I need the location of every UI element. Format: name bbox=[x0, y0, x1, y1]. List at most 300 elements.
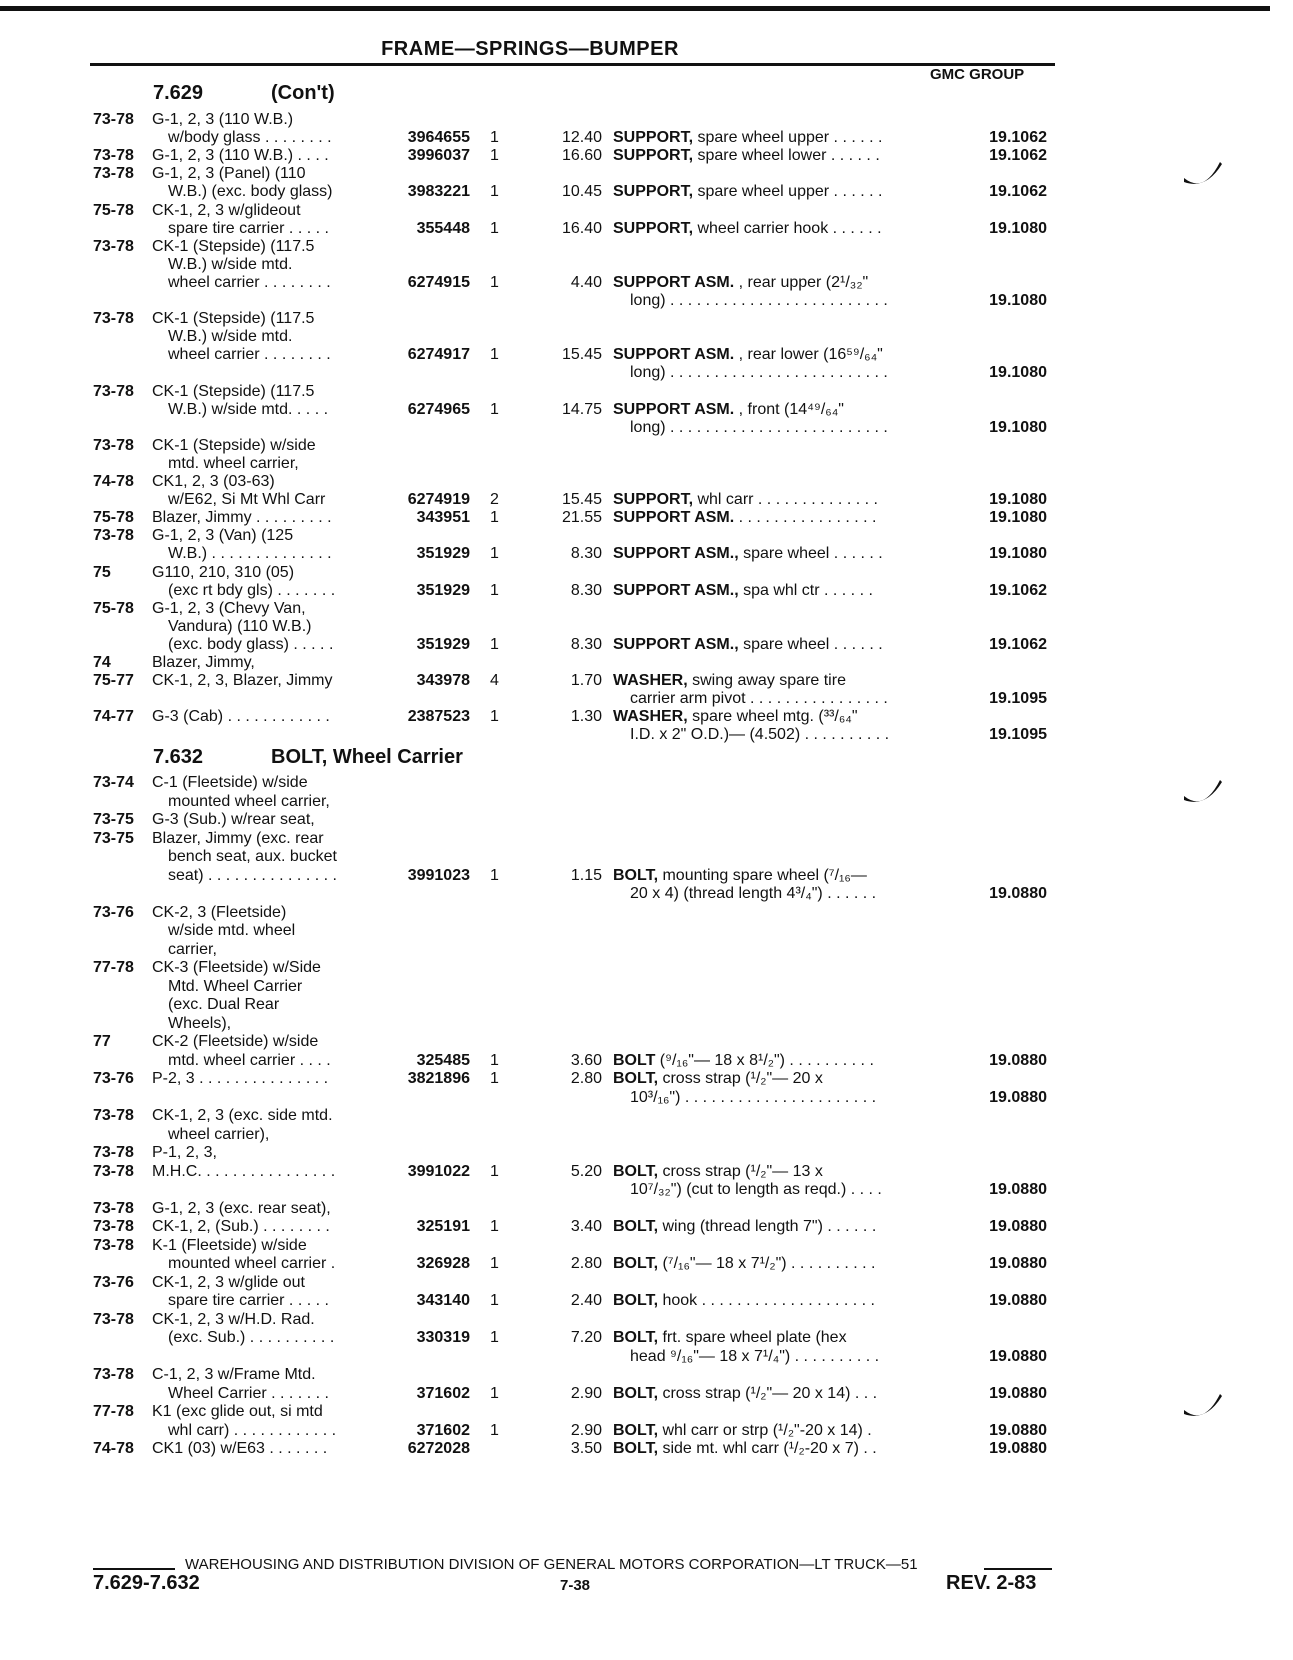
table-row bbox=[0, 866, 1293, 885]
table-row bbox=[0, 671, 1293, 690]
price: 1.30 bbox=[570, 708, 602, 726]
table-row bbox=[0, 363, 1293, 382]
binder-clip-mark bbox=[1182, 160, 1224, 190]
application: mtd. wheel carrier . . . . bbox=[168, 1051, 331, 1069]
description-keyword: SUPPORT, bbox=[613, 183, 694, 201]
part-number: 6272028 bbox=[407, 1440, 470, 1457]
application: seat) . . . . . . . . . . . . . . . bbox=[168, 866, 337, 884]
description-keyword: BOLT, bbox=[613, 866, 659, 884]
description: SUPPORT ASM., spare wheel . . . . . . bbox=[613, 635, 883, 653]
price: 1.15 bbox=[570, 866, 602, 884]
application: CK-1, 2, 3 w/glide out bbox=[152, 1273, 305, 1291]
section-code: 7.632 bbox=[153, 746, 204, 768]
table-row bbox=[0, 958, 1293, 977]
application: G-1, 2, 3 (110 W.B.) bbox=[152, 111, 294, 128]
footer-rule-right bbox=[984, 1568, 1052, 1570]
table-row bbox=[0, 689, 1293, 708]
table-row bbox=[0, 201, 1293, 220]
price: 12.40 bbox=[561, 129, 602, 147]
quantity: 1 bbox=[490, 866, 499, 884]
table-row bbox=[0, 773, 1293, 792]
description: SUPPORT ASM. . . . . . . . . . . . . . . . . bbox=[613, 509, 877, 527]
price: 15.45 bbox=[561, 346, 602, 364]
description-keyword: BOLT, bbox=[613, 1070, 659, 1087]
part-number: 6274917 bbox=[407, 346, 470, 364]
model-year: 77-78 bbox=[93, 959, 134, 976]
model-year: 73-78 bbox=[93, 1199, 134, 1217]
model-year: 73-78 bbox=[93, 147, 134, 165]
description-keyword: BOLT, bbox=[613, 1218, 659, 1235]
application: CK1 (03) w/E63 . . . . . . . bbox=[152, 1440, 328, 1457]
model-year: 73-78 bbox=[93, 165, 134, 183]
part-number: 343140 bbox=[416, 1292, 470, 1309]
application: CK-1, 2, (Sub.) . . . . . . . . bbox=[152, 1218, 330, 1235]
group-number: 19.0880 bbox=[989, 1255, 1047, 1272]
table-row bbox=[0, 345, 1293, 364]
part-number: 3991023 bbox=[407, 866, 470, 884]
description: BOLT, wing (thread length 7") . . . . . . bbox=[613, 1218, 877, 1235]
part-number: 330319 bbox=[416, 1329, 470, 1346]
table-row bbox=[0, 921, 1293, 940]
description: BOLT, mounting spare wheel (⁷/₁₆— bbox=[613, 866, 867, 884]
description: BOLT (⁹/₁₆"— 18 x 8¹/₂") . . . . . . . . . . bbox=[613, 1051, 874, 1069]
description: SUPPORT ASM., spare wheel . . . . . . bbox=[613, 545, 883, 563]
description: SUPPORT ASM. , front (14⁴⁹/₆₄" bbox=[613, 400, 844, 418]
description-keyword: WASHER, bbox=[613, 708, 688, 726]
table-row bbox=[0, 1347, 1293, 1366]
model-year: 73-76 bbox=[93, 903, 134, 921]
application: W.B.) w/side mtd. . . . . bbox=[168, 400, 329, 418]
model-year: 75 bbox=[93, 563, 111, 581]
table-row bbox=[0, 1273, 1293, 1292]
description: WASHER, swing away spare tire bbox=[613, 672, 846, 690]
quantity: 1 bbox=[490, 1384, 499, 1402]
quantity: 1 bbox=[490, 545, 499, 563]
price: 2.90 bbox=[570, 1384, 602, 1402]
description: head ⁹/₁₆"— 18 x 7¹/₄") . . . . . . . . . . bbox=[630, 1347, 880, 1365]
model-year: 74 bbox=[93, 654, 111, 671]
application: K1 (exc glide out, si mtd bbox=[152, 1403, 323, 1420]
description: SUPPORT ASM., spa whl ctr . . . . . . bbox=[613, 581, 873, 599]
table-row bbox=[0, 1328, 1293, 1347]
description: I.D. x 2" O.D.)— (4.502) . . . . . . . . . . bbox=[630, 726, 890, 744]
table-row bbox=[0, 508, 1293, 527]
group-number: 19.1062 bbox=[989, 147, 1047, 165]
description: BOLT, (⁷/₁₆"— 18 x 7¹/₂") . . . . . . . . . . bbox=[613, 1255, 876, 1272]
application: CK-1, 2, 3 w/glideout bbox=[152, 201, 301, 219]
table-row bbox=[0, 1384, 1293, 1403]
application: whl carr) . . . . . . . . . . . . bbox=[168, 1421, 337, 1439]
application: Mtd. Wheel Carrier bbox=[168, 977, 303, 995]
description: BOLT, cross strap (¹/₂"— 13 x bbox=[613, 1162, 823, 1180]
table-row bbox=[0, 1402, 1293, 1421]
table-row bbox=[0, 707, 1293, 726]
application: Blazer, Jimmy . . . . . . . . . bbox=[152, 509, 332, 527]
model-year: 73-78 bbox=[93, 310, 134, 328]
group-number: 19.1062 bbox=[989, 183, 1047, 201]
table-row bbox=[0, 884, 1293, 903]
application: spare tire carrier . . . . . bbox=[168, 219, 329, 237]
group-number: 19.1080 bbox=[989, 364, 1047, 382]
application: K-1 (Fleetside) w/side bbox=[152, 1236, 307, 1254]
price: 2.40 bbox=[570, 1292, 602, 1309]
description: BOLT, frt. spare wheel plate (hex bbox=[613, 1329, 847, 1346]
table-row bbox=[0, 219, 1293, 238]
table-row bbox=[0, 1032, 1293, 1051]
description: SUPPORT, whl carr . . . . . . . . . . . . . . bbox=[613, 491, 878, 509]
group-number: 19.1080 bbox=[989, 491, 1047, 509]
footer-range: 7.629-7.632 bbox=[93, 1572, 200, 1594]
application: G-1, 2, 3 (110 W.B.) . . . . bbox=[152, 147, 329, 165]
table-row bbox=[0, 110, 1293, 129]
price: 21.55 bbox=[561, 509, 602, 527]
description-keyword: BOLT, bbox=[613, 1162, 659, 1180]
model-year: 73-78 bbox=[93, 1162, 134, 1180]
group-number: 19.0880 bbox=[989, 1088, 1047, 1106]
quantity: 1 bbox=[490, 708, 499, 726]
description: BOLT, side mt. whl carr (¹/₂-20 x 7) . . bbox=[613, 1440, 877, 1457]
group-number: 19.1080 bbox=[989, 545, 1047, 563]
table-row bbox=[0, 309, 1293, 328]
description: SUPPORT, spare wheel lower . . . . . . bbox=[613, 147, 880, 165]
application: CK-1 (Stepside) (117.5 bbox=[152, 237, 315, 255]
table-row bbox=[0, 472, 1293, 491]
application: carrier, bbox=[168, 940, 217, 958]
part-number: 343951 bbox=[416, 509, 470, 527]
price: 14.75 bbox=[561, 400, 602, 418]
model-year: 73-78 bbox=[93, 1218, 134, 1235]
description: BOLT, cross strap (¹/₂"— 20 x bbox=[613, 1070, 823, 1087]
table-row bbox=[0, 995, 1293, 1014]
table-row bbox=[0, 617, 1293, 636]
group-number: 19.1080 bbox=[989, 418, 1047, 436]
table-row bbox=[0, 1199, 1293, 1218]
table-row bbox=[0, 1439, 1293, 1458]
application: wheel carrier . . . . . . . . bbox=[168, 346, 331, 364]
table-row bbox=[0, 1421, 1293, 1440]
table-row bbox=[0, 291, 1293, 310]
table-row bbox=[0, 273, 1293, 292]
table-row bbox=[0, 792, 1293, 811]
application: CK-1, 2, 3, Blazer, Jimmy bbox=[152, 672, 333, 690]
group-number: 19.0880 bbox=[989, 885, 1047, 902]
model-year: 73-75 bbox=[93, 811, 134, 828]
model-year: 73-76 bbox=[93, 1273, 134, 1291]
table-row bbox=[0, 400, 1293, 419]
table-row bbox=[0, 146, 1293, 165]
table-row bbox=[0, 255, 1293, 274]
description: long) . . . . . . . . . . . . . . . . . . . . . . . . . bbox=[630, 418, 888, 436]
price: 16.40 bbox=[561, 219, 602, 237]
quantity: 4 bbox=[490, 672, 499, 690]
table-row bbox=[0, 1365, 1293, 1384]
description: 10³/₁₆") . . . . . . . . . . . . . . . . . . . . . . bbox=[630, 1088, 877, 1106]
part-number: 2387523 bbox=[407, 708, 470, 726]
application: mtd. wheel carrier, bbox=[168, 454, 299, 472]
table-row bbox=[0, 1051, 1293, 1070]
application: CK-2 (Fleetside) w/side bbox=[152, 1033, 319, 1050]
table-row bbox=[0, 382, 1293, 401]
price: 8.30 bbox=[570, 581, 602, 599]
quantity: 1 bbox=[490, 1218, 499, 1235]
group-number: 19.0880 bbox=[989, 1421, 1047, 1439]
table-row bbox=[0, 1236, 1293, 1255]
part-number: 6274965 bbox=[407, 400, 470, 418]
quantity: 2 bbox=[490, 491, 499, 509]
model-year: 75-77 bbox=[93, 672, 134, 690]
model-year: 73-78 bbox=[93, 1310, 134, 1328]
application: CK-3 (Fleetside) w/Side bbox=[152, 959, 321, 976]
quantity: 1 bbox=[490, 1292, 499, 1309]
application: CK-1, 2, 3 (exc. side mtd. bbox=[152, 1107, 333, 1124]
model-year: 73-78 bbox=[93, 111, 134, 128]
application: spare tire carrier . . . . . bbox=[168, 1292, 329, 1309]
application: wheel carrier . . . . . . . . bbox=[168, 273, 331, 291]
description-keyword: BOLT, bbox=[613, 1292, 659, 1309]
application: M.H.C. . . . . . . . . . . . . . . . bbox=[152, 1162, 336, 1180]
part-number: 3983221 bbox=[407, 183, 470, 201]
footer-text: WAREHOUSING AND DISTRIBUTION DIVISION OF GENERAL MOTORS CORPORATION—LT TRUCK—51 bbox=[185, 1556, 918, 1573]
quantity: 1 bbox=[490, 509, 499, 527]
table-row bbox=[0, 1014, 1293, 1033]
price: 3.40 bbox=[570, 1218, 602, 1235]
table-row bbox=[0, 418, 1293, 437]
price: 3.60 bbox=[570, 1051, 602, 1069]
part-number: 325485 bbox=[416, 1051, 470, 1069]
part-number: 3996037 bbox=[407, 147, 470, 165]
binder-clip-mark bbox=[1182, 778, 1224, 808]
application: G-1, 2, 3 (Van) (125 bbox=[152, 527, 294, 545]
description: 10⁷/₃₂") (cut to length as reqd.) . . . . bbox=[630, 1181, 882, 1198]
table-row bbox=[0, 1125, 1293, 1144]
description: SUPPORT ASM. , rear lower (16⁵⁹/₆₄" bbox=[613, 346, 883, 364]
model-year: 73-78 bbox=[93, 382, 134, 400]
application: bench seat, aux. bucket bbox=[168, 848, 337, 865]
description-keyword: BOLT, bbox=[613, 1440, 659, 1457]
model-year: 73-78 bbox=[93, 527, 134, 545]
description: carrier arm pivot . . . . . . . . . . . . . . . . bbox=[630, 690, 888, 708]
quantity: 1 bbox=[490, 1162, 499, 1180]
table-row bbox=[0, 653, 1293, 672]
description-keyword: SUPPORT ASM. bbox=[613, 509, 735, 527]
quantity: 1 bbox=[490, 183, 499, 201]
description: BOLT, cross strap (¹/₂"— 20 x 14) . . . bbox=[613, 1384, 878, 1402]
application: CK1, 2, 3 (03-63) bbox=[152, 473, 275, 490]
table-row bbox=[0, 182, 1293, 201]
quantity: 1 bbox=[490, 219, 499, 237]
application: Blazer, Jimmy (exc. rear bbox=[152, 829, 324, 847]
part-number: 351929 bbox=[416, 635, 470, 653]
description-keyword: SUPPORT ASM. bbox=[613, 346, 735, 364]
quantity: 1 bbox=[490, 1051, 499, 1069]
application: G-1, 2, 3 (Chevy Van, bbox=[152, 599, 306, 617]
price: 10.45 bbox=[561, 183, 602, 201]
group-number: 19.1062 bbox=[989, 581, 1047, 599]
section-code: 7.629 bbox=[153, 82, 204, 104]
description-keyword: BOLT, bbox=[613, 1421, 659, 1439]
table-row bbox=[0, 1162, 1293, 1181]
section-title: BOLT, Wheel Carrier bbox=[271, 746, 463, 768]
table-row bbox=[0, 940, 1293, 959]
application: P-2, 3 . . . . . . . . . . . . . . . bbox=[152, 1070, 329, 1087]
part-number: 6274919 bbox=[407, 491, 470, 509]
model-year: 73-78 bbox=[93, 1144, 134, 1161]
description: long) . . . . . . . . . . . . . . . . . . . . . . . . . bbox=[630, 364, 888, 382]
group-number: 19.0880 bbox=[989, 1181, 1047, 1198]
price: 5.20 bbox=[570, 1162, 602, 1180]
table-row bbox=[0, 1088, 1293, 1107]
price: 7.20 bbox=[570, 1329, 602, 1346]
footer-revision: REV. 2-83 bbox=[946, 1572, 1037, 1594]
application: w/side mtd. wheel bbox=[168, 922, 296, 939]
table-row bbox=[0, 1143, 1293, 1162]
part-number: 3991022 bbox=[407, 1162, 470, 1180]
table-row bbox=[0, 725, 1293, 744]
group-number: 19.1080 bbox=[989, 509, 1047, 527]
description-keyword: SUPPORT, bbox=[613, 147, 694, 165]
table-row bbox=[0, 599, 1293, 618]
description-keyword: BOLT, bbox=[613, 1384, 659, 1402]
group-number: 19.0880 bbox=[989, 1051, 1047, 1069]
part-number: 326928 bbox=[416, 1255, 470, 1272]
description: SUPPORT, wheel carrier hook . . . . . . bbox=[613, 219, 882, 237]
model-year: 74-78 bbox=[93, 1440, 134, 1457]
model-year: 75-78 bbox=[93, 599, 134, 617]
quantity: 1 bbox=[490, 1329, 499, 1346]
application: CK-2, 3 (Fleetside) bbox=[152, 903, 287, 921]
table-row bbox=[0, 1106, 1293, 1125]
table-row bbox=[0, 847, 1293, 866]
description-keyword: BOLT, bbox=[613, 1255, 659, 1272]
description-keyword: BOLT bbox=[613, 1051, 656, 1069]
footer-page-number: 7-38 bbox=[560, 1577, 591, 1594]
application: C-1, 2, 3 w/Frame Mtd. bbox=[152, 1366, 316, 1383]
application: (exc. body glass) . . . . . bbox=[168, 635, 334, 653]
price: 8.30 bbox=[570, 635, 602, 653]
table-row bbox=[0, 635, 1293, 654]
description: SUPPORT, spare wheel upper . . . . . . bbox=[613, 129, 883, 147]
description: SUPPORT, spare wheel upper . . . . . . bbox=[613, 183, 883, 201]
application: G-1, 2, 3 (exc. rear seat), bbox=[152, 1199, 331, 1217]
model-year: 77-78 bbox=[93, 1403, 134, 1420]
application: mounted wheel carrier, bbox=[168, 792, 330, 810]
table-row bbox=[0, 454, 1293, 473]
table-row bbox=[0, 810, 1293, 829]
title-rule bbox=[90, 63, 1055, 66]
table-row bbox=[0, 237, 1293, 256]
model-year: 73-78 bbox=[93, 1107, 134, 1124]
model-year: 73-75 bbox=[93, 829, 134, 847]
section-title: (Con't) bbox=[271, 82, 335, 104]
quantity: 1 bbox=[490, 400, 499, 418]
table-row bbox=[0, 544, 1293, 563]
page-title: FRAME—SPRINGS—BUMPER bbox=[381, 38, 679, 60]
model-year: 73-76 bbox=[93, 1070, 134, 1087]
table-row bbox=[0, 128, 1293, 147]
application: CK-1, 2, 3 w/H.D. Rad. bbox=[152, 1310, 315, 1328]
description: long) . . . . . . . . . . . . . . . . . . . . . . . . . bbox=[630, 292, 888, 309]
price: 8.30 bbox=[570, 545, 602, 563]
application: W.B.) w/side mtd. bbox=[168, 255, 293, 273]
price: 2.90 bbox=[570, 1421, 602, 1439]
application: G-1, 2, 3 (Panel) (110 bbox=[152, 165, 306, 183]
model-year: 73-74 bbox=[93, 774, 134, 791]
table-row bbox=[0, 563, 1293, 582]
application: W.B.) (exc. body glass) bbox=[168, 183, 333, 201]
price: 2.80 bbox=[570, 1255, 602, 1272]
description-keyword: SUPPORT ASM., bbox=[613, 635, 739, 653]
application: (exc. Dual Rear bbox=[168, 996, 280, 1013]
part-number: 351929 bbox=[416, 581, 470, 599]
group-number: 19.0880 bbox=[989, 1384, 1047, 1402]
description: WASHER, spare wheel mtg. (³³/₆₄" bbox=[613, 708, 858, 726]
group-number: 19.0880 bbox=[989, 1440, 1047, 1457]
quantity: 1 bbox=[490, 1070, 499, 1087]
application: mounted wheel carrier . bbox=[168, 1255, 336, 1272]
application: Vandura) (110 W.B.) bbox=[168, 617, 312, 635]
application: CK-1 (Stepside) (117.5 bbox=[152, 382, 315, 400]
model-year: 74-78 bbox=[93, 473, 134, 490]
application: C-1 (Fleetside) w/side bbox=[152, 774, 308, 791]
application: G110, 210, 310 (05) bbox=[152, 563, 295, 581]
section-heading bbox=[153, 746, 463, 769]
price: 3.50 bbox=[570, 1440, 602, 1457]
group-number: 19.1062 bbox=[989, 635, 1047, 653]
model-year: 77 bbox=[93, 1033, 111, 1050]
part-number: 3964655 bbox=[407, 129, 470, 147]
application: W.B.) w/side mtd. bbox=[168, 328, 293, 346]
price: 16.60 bbox=[561, 147, 602, 165]
description-keyword: SUPPORT ASM., bbox=[613, 581, 739, 599]
section-heading bbox=[153, 82, 335, 105]
group-number: 19.0880 bbox=[989, 1347, 1047, 1365]
table-row bbox=[0, 977, 1293, 996]
quantity: 1 bbox=[490, 635, 499, 653]
table-row bbox=[0, 1254, 1293, 1273]
group-number: 19.0880 bbox=[989, 1292, 1047, 1309]
quantity: 1 bbox=[490, 273, 499, 291]
application: w/E62, Si Mt Whl Carr bbox=[168, 491, 326, 509]
application: Wheels), bbox=[168, 1014, 232, 1032]
description-keyword: SUPPORT, bbox=[613, 491, 694, 509]
table-row bbox=[0, 436, 1293, 455]
table-row bbox=[0, 490, 1293, 509]
model-year: 74-77 bbox=[93, 708, 134, 726]
model-year: 73-78 bbox=[93, 436, 134, 454]
group-number: 19.1095 bbox=[989, 726, 1047, 744]
description: 20 x 4) (thread length 4³/₄") . . . . . . bbox=[630, 885, 877, 902]
table-row bbox=[0, 1180, 1293, 1199]
group-number: 19.0880 bbox=[989, 1218, 1047, 1235]
application: Wheel Carrier . . . . . . . bbox=[168, 1384, 329, 1402]
table-row bbox=[0, 581, 1293, 600]
application: CK-1 (Stepside) w/side bbox=[152, 436, 316, 454]
binder-clip-mark bbox=[1182, 1392, 1224, 1422]
application: W.B.) . . . . . . . . . . . . . . bbox=[168, 545, 332, 563]
description-keyword: SUPPORT, bbox=[613, 219, 694, 237]
table-row bbox=[0, 1217, 1293, 1236]
group-number: 19.1080 bbox=[989, 219, 1047, 237]
table-row bbox=[0, 164, 1293, 183]
model-year: 75-78 bbox=[93, 201, 134, 219]
model-year: 73-78 bbox=[93, 237, 134, 255]
description-keyword: SUPPORT ASM., bbox=[613, 545, 739, 563]
application: G-3 (Sub.) w/rear seat, bbox=[152, 811, 315, 828]
quantity: 1 bbox=[490, 1255, 499, 1272]
model-year: 73-78 bbox=[93, 1236, 134, 1254]
application: CK-1 (Stepside) (117.5 bbox=[152, 310, 315, 328]
description: BOLT, whl carr or strp (¹/₂"-20 x 14) . bbox=[613, 1421, 872, 1439]
